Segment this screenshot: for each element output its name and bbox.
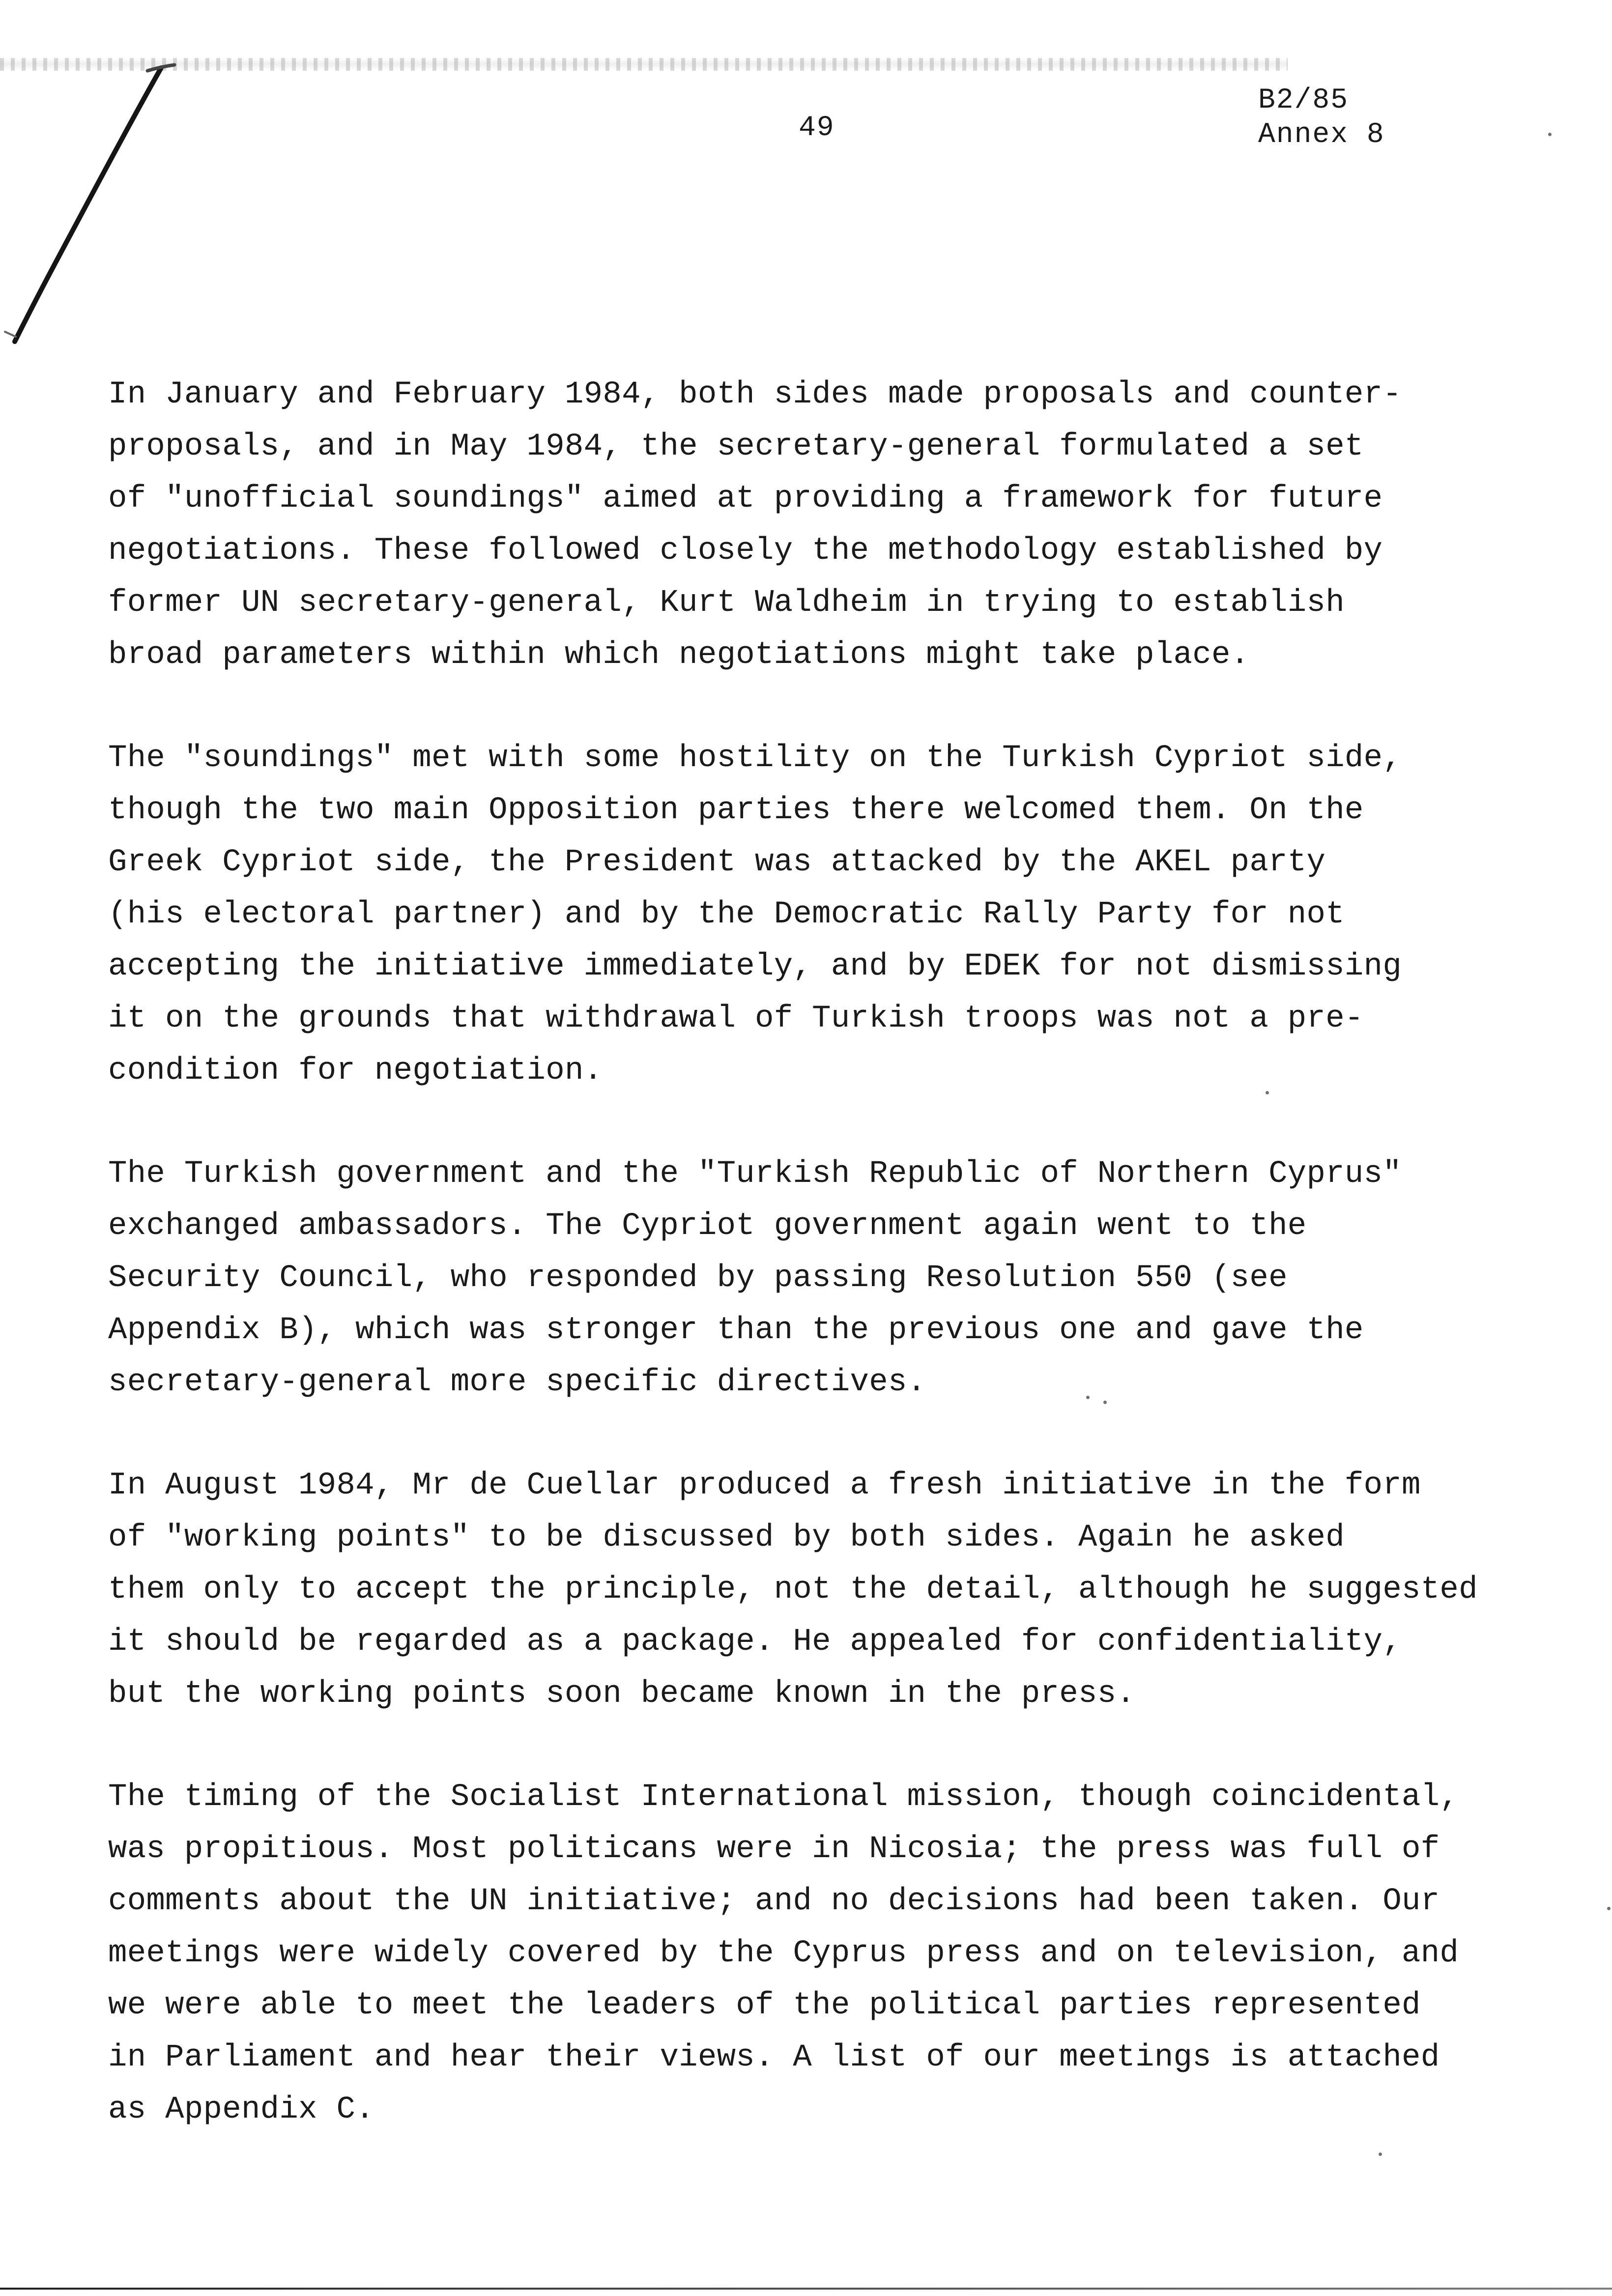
scan-speck [1607,1907,1611,1910]
scan-speck [1086,1396,1090,1399]
page-bottom-border [0,2288,1612,2290]
scan-top-edge-noise [0,58,1288,71]
page-number: 49 [799,112,835,144]
paragraph-1: In January and February 1984, both sides made proposals and counter- proposals, and in May 1984, the secretary-general formulated a set of "unofficial soundings" aimed at providing a framework for future negotiations. These followed closely the methodology established by former UN secretary-general, Kurt Waldheim in trying to establish broad parameters within which negotiations might take place. [108,377,1402,673]
scan-speck [1266,1091,1269,1094]
annex-label: Annex 8 [1258,119,1385,151]
paragraph-2: The "soundings" met with some hostility on the Turkish Cypriot side, though the two main Opposition parties there welcomed them. On the Greek Cypriot side, the President was attacked by the AKEL party (his electoral partner) and by the Democratic Rally Party for not accepting the initiative immediately, and by EDEK for not dismissing it on the grounds that withdrawal of Turkish troops was not a pre- condition for negotiation. [108,741,1402,1089]
document-reference [1258,84,1385,152]
paragraph-5: The timing of the Socialist International mission, though coincidental, was propitious. Most politicans were in Nicosia; the press was full of comments about the UN initiative; and no decisions had been taken. Our meetings were widely covered by the Cyprus press and on television, and we were able to meet the leaders of the political parties represented in Parliament and hear their views. A list of our meetings is attached as Appendix C. [108,1779,1459,2127]
scan-speck [1548,133,1552,136]
document-body [108,369,1573,2187]
paragraph-4: In August 1984, Mr de Cuellar produced a fresh initiative in the form of "working points" to be discussed by both sides. Again he asked them only to accept the principle, not the detail, although he suggested it should be regarded as a package. He appealed for confidentiality, but the working points soon became known in the press. [108,1468,1478,1712]
scan-speck [1379,2152,1382,2156]
handwritten-pen-stroke [0,59,177,344]
scan-speck [1103,1401,1107,1404]
paragraph-3: The Turkish government and the "Turkish Republic of Northern Cyprus" exchanged ambassadors. The Cypriot government again went to the Security Council, who responded by passing Resolution 550 (see Appendix B), which was stronger than the previous one and gave the secretary-general more specific directives. [108,1156,1402,1400]
document-code: B2/85 [1258,85,1349,116]
